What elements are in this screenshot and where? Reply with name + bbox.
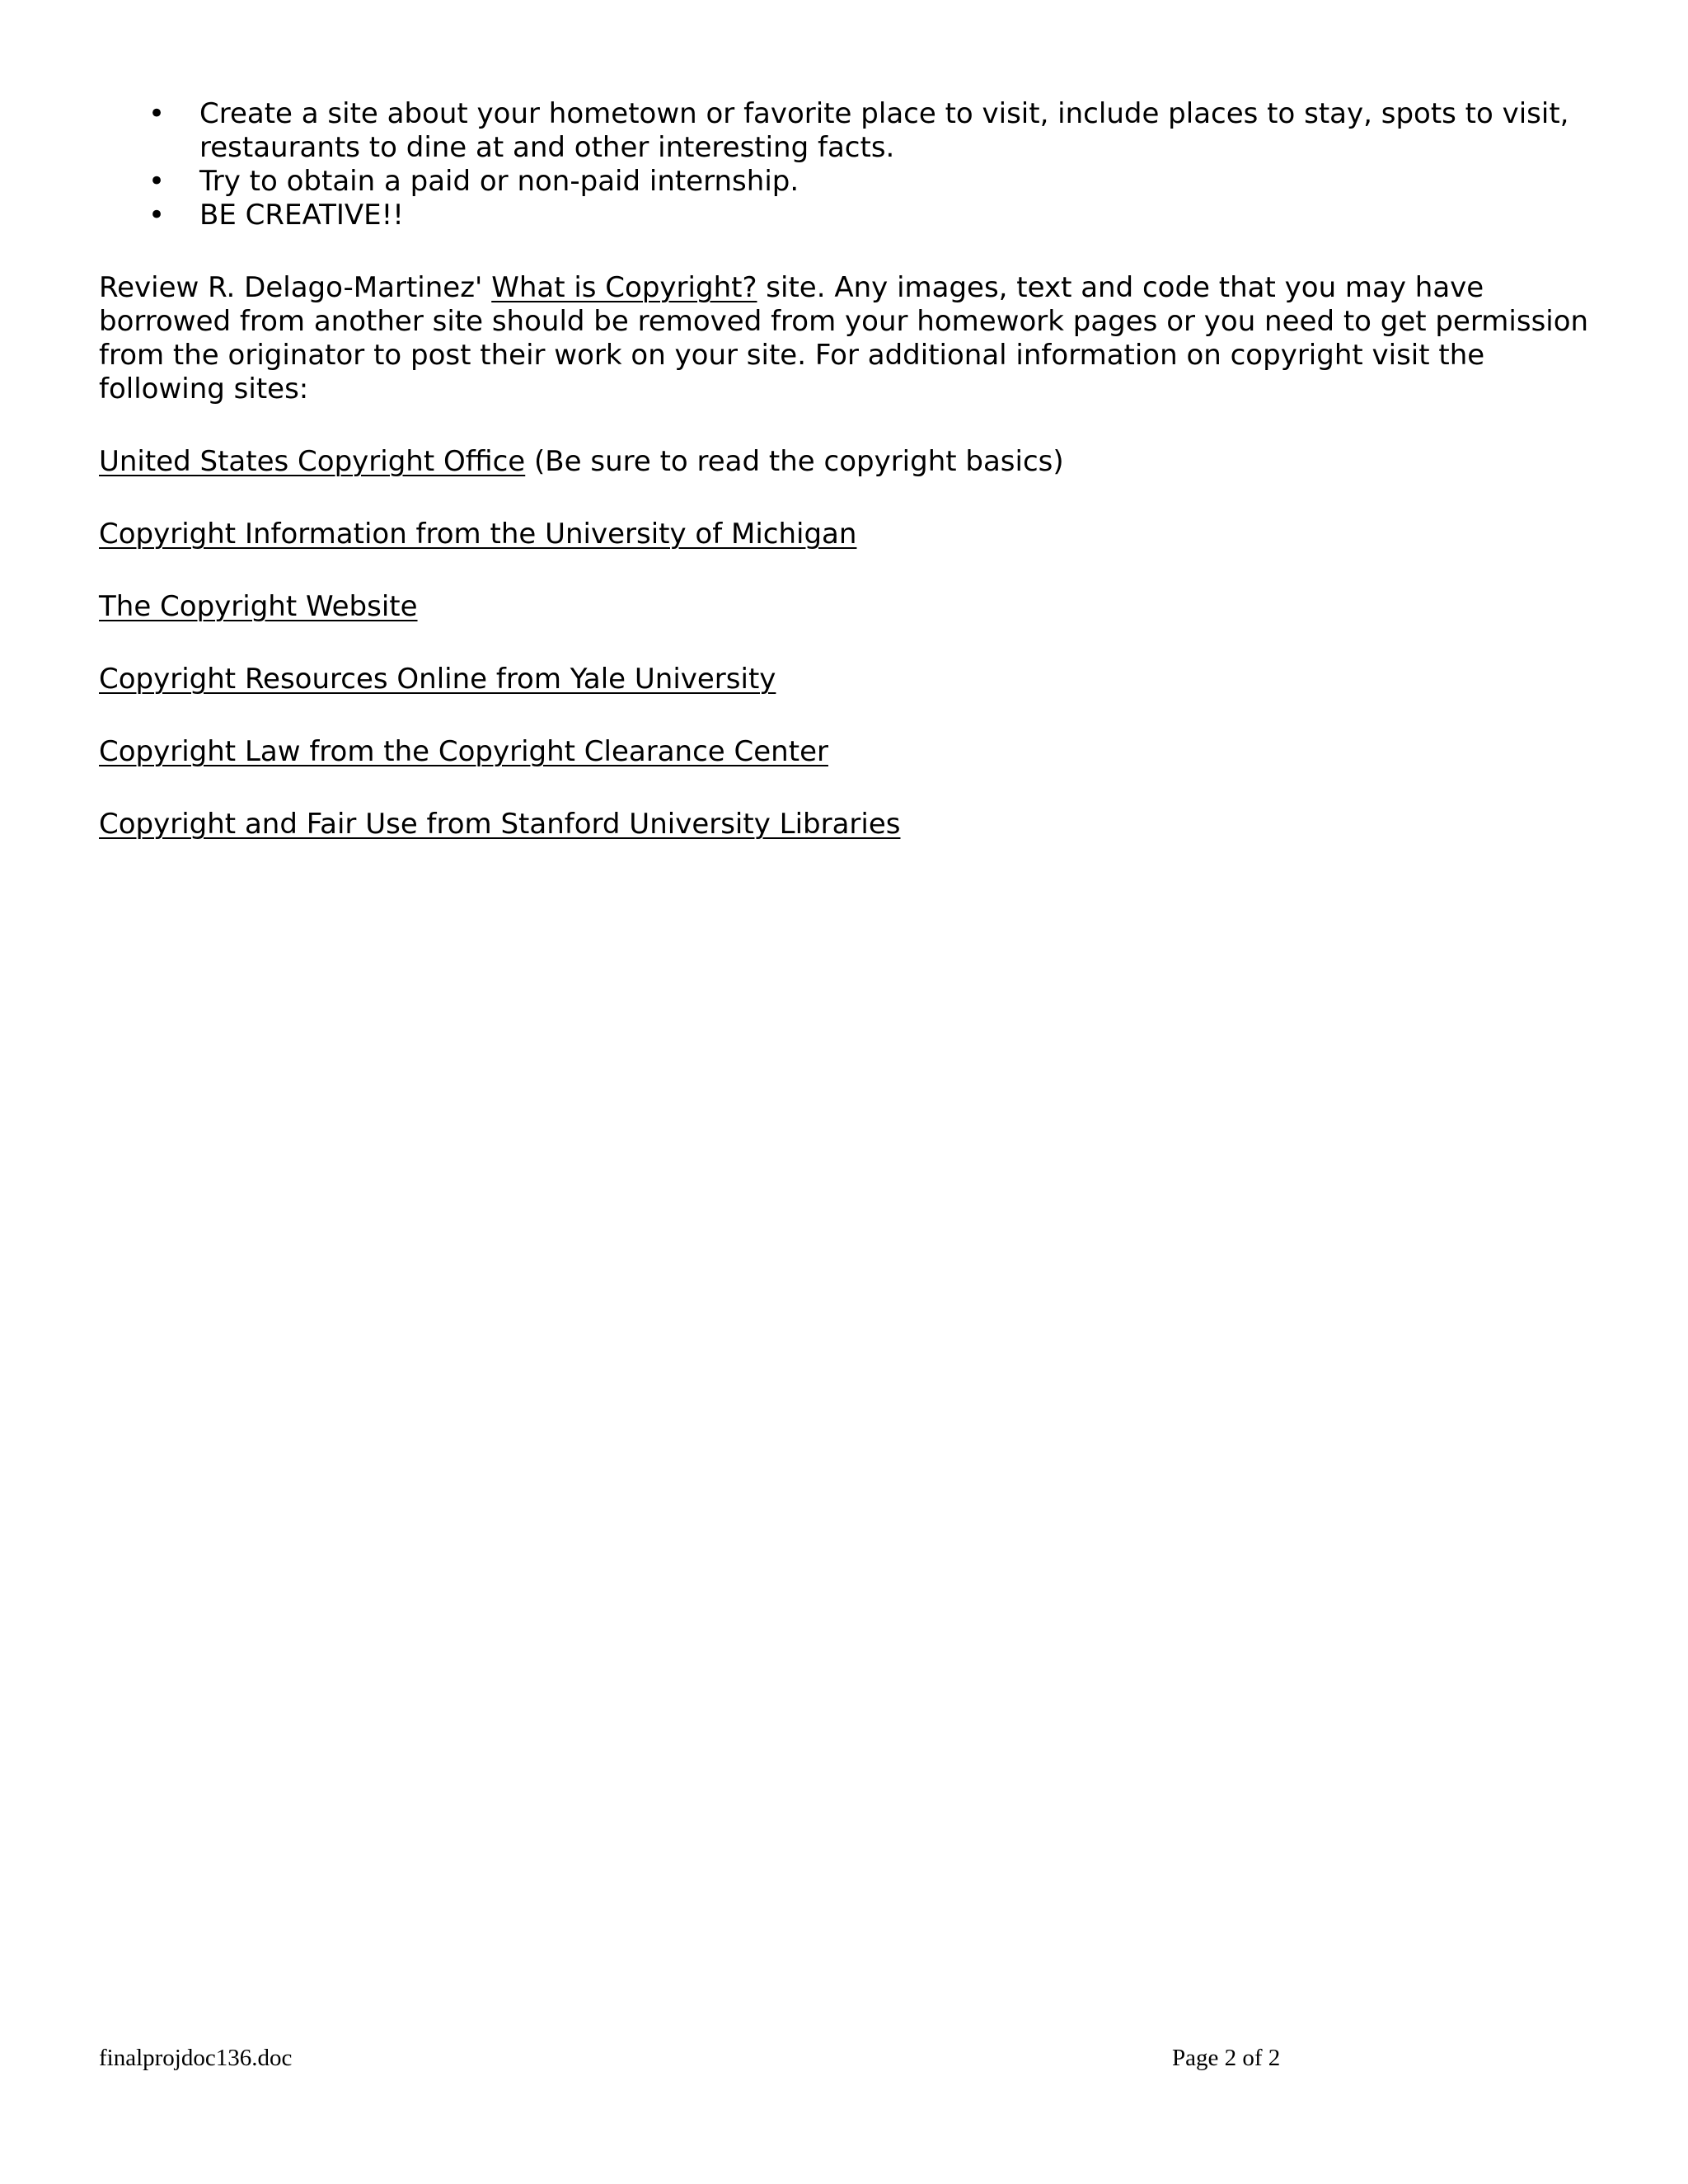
stanford-fair-use-link[interactable]: Copyright and Fair Use from Stanford University Libraries xyxy=(99,808,901,841)
list-item-text: Try to obtain a paid or non-paid internship. xyxy=(199,165,799,198)
copyright-website-link[interactable]: The Copyright Website xyxy=(99,590,418,623)
what-is-copyright-link[interactable]: What is Copyright? xyxy=(491,271,757,304)
list-item-text: BE CREATIVE!! xyxy=(199,199,404,232)
bullet-glyph: • xyxy=(148,97,166,130)
review-paragraph xyxy=(99,271,1599,406)
footer-page-number: Page 2 of 2 xyxy=(1172,2045,1281,2071)
review-prefix: Review R. Delago-Martinez' xyxy=(99,271,492,304)
list-item xyxy=(99,97,1599,165)
bullet-glyph: • xyxy=(148,165,166,198)
link-line-yale xyxy=(99,663,1599,696)
link-line-michigan xyxy=(99,518,1599,551)
document-body xyxy=(99,97,1599,841)
link-line-clearance-center xyxy=(99,735,1599,769)
yale-copyright-link[interactable]: Copyright Resources Online from Yale University xyxy=(99,663,776,696)
link-line-stanford xyxy=(99,808,1599,841)
bullet-glyph: • xyxy=(148,199,166,232)
list-item xyxy=(99,165,1599,199)
list-item-text: Create a site about your hometown or favorite place to visit, include places to stay, spots to visit, restaurants to dine at and other interesting facts. xyxy=(199,97,1569,164)
link-line-us-copyright-office xyxy=(99,445,1599,479)
michigan-copyright-link[interactable]: Copyright Information from the University of Michigan xyxy=(99,518,857,551)
list-item xyxy=(99,199,1599,232)
link-line-copyright-website xyxy=(99,590,1599,624)
review-suffix: site. Any images, text and code that you may have borrowed from another site should be removed from your homework pages or you need to get permission from the originator to post their work on your site. For additional information on copyright visit the following sites: xyxy=(99,271,1589,405)
clearance-center-link[interactable]: Copyright Law from the Copyright Clearance Center xyxy=(99,735,828,768)
link-note: (Be sure to read the copyright basics) xyxy=(525,445,1064,478)
footer-filename: finalprojdoc136.doc xyxy=(99,2045,293,2071)
bullet-list xyxy=(99,97,1599,232)
us-copyright-office-link[interactable]: United States Copyright Office xyxy=(99,445,526,478)
